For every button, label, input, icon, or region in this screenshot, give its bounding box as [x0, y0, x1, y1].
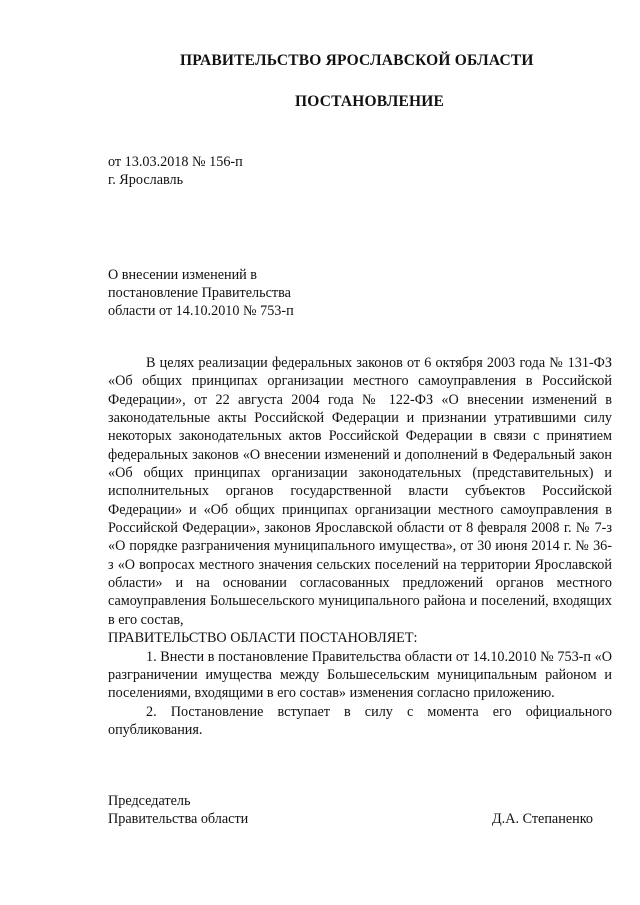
subject-block — [108, 266, 294, 320]
city: г. Ярославль — [108, 172, 184, 188]
preamble-paragraph: В целях реализации федеральных законов от 6 октября 2003 года № 131-ФЗ «Об общих принципах организации местного самоуправления в Российской Федерации», от 22 августа 2004 года № 122-ФЗ «О внесении изменений в законодательные акты Российской Федерации и признании утратившими силу некоторых законодательных актов Российской Федерации в связи с принятием федеральных законов «О внесении изменений и дополнений в Федеральный закон «Об общих принципах организации законодательных (представительных) и исполнительных органов государственной власти субъектов Российской Федерации» и «Об общих принципах организации местного самоуправления в Российской Федерации», законов Ярославской области от 8 февраля 2008 г. № 7-з «О порядке разграничения муниципального имущества», от 30 июня 2014 г. № 36-з «О вопросах местного значения сельских поселений на территории Ярославской области» и на основании согласованных предложений органов местного самоуправления Большесельского муниципального района и поселений, входящих в его состав, — [108, 355, 612, 628]
item-1-paragraph: 1. Внести в постановление Правительства области от 14.10.2010 № 753-п «О разграничении имущества между Большесельским муниципальным районом и поселениями, входящими в его состав» изменения согласно приложению. — [108, 648, 612, 702]
resolves-line: ПРАВИТЕЛЬСТВО ОБЛАСТИ ПОСТАНОВЛЯЕТ: — [108, 630, 418, 647]
document-body — [108, 354, 612, 739]
subject-line: постановление Правительства — [108, 285, 291, 301]
government-title: ПРАВИТЕЛЬСТВО ЯРОСЛАВСКОЙ ОБЛАСТИ — [180, 52, 534, 69]
signature-title-line-1: Председатель — [108, 793, 191, 809]
item-2-paragraph: 2. Постановление вступает в силу с момента его официального опубликования. — [108, 703, 612, 738]
signature-title-line-2: Правительства области — [108, 811, 249, 827]
subject-line: О внесении изменений в — [108, 267, 258, 283]
document-type-heading: ПОСТАНОВЛЕНИЕ — [295, 93, 445, 110]
date-number: от 13.03.2018 № 156-п — [108, 154, 243, 170]
subject-line: области от 14.10.2010 № 753-п — [108, 303, 294, 319]
signature-name: Д.А. Степаненко — [492, 811, 593, 827]
